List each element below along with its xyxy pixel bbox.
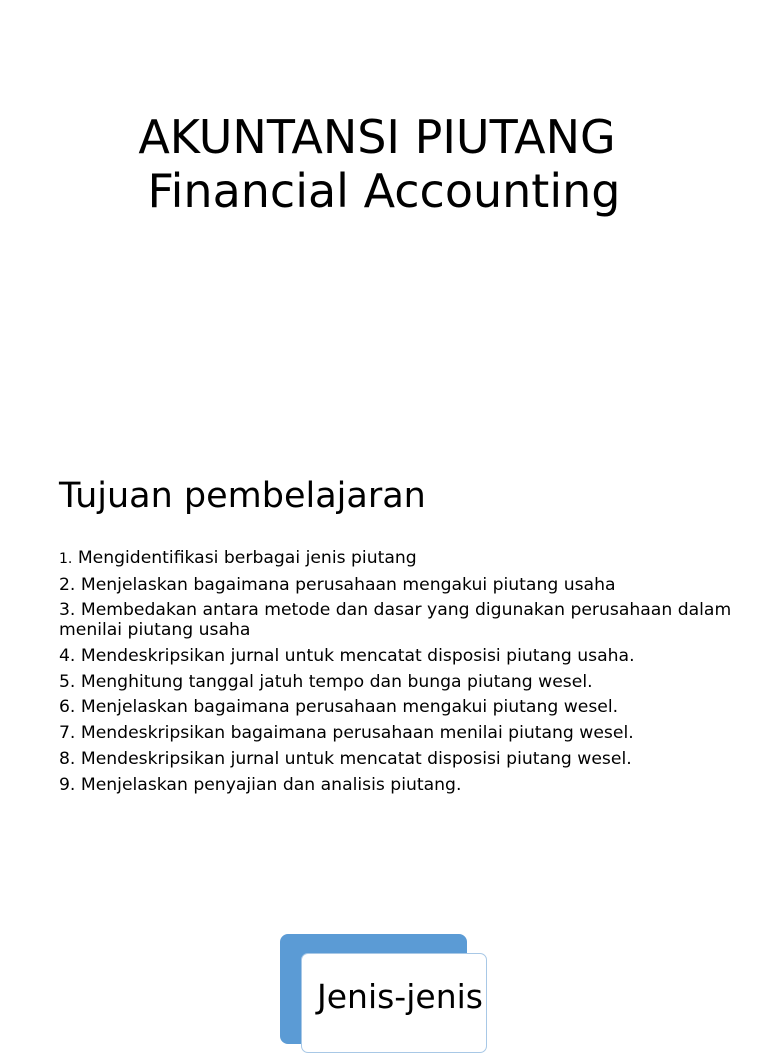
objective-text: Menghitung tanggal jatuh tempo dan bunga piutang wesel. [75, 671, 593, 692]
objectives-list [59, 548, 749, 800]
objective-number: 5. [59, 671, 76, 692]
objective-number: 2. [59, 574, 76, 595]
objective-text: Menjelaskan penyajian dan analisis piutang. [75, 774, 462, 795]
diagram-shape-front [301, 953, 487, 1053]
objective-item [59, 749, 749, 769]
objective-number: 8. [59, 748, 76, 769]
title-line-2: Financial Accounting [147, 164, 621, 218]
objective-text: Menjelaskan bagaimana perusahaan mengakui piutang usaha [75, 574, 616, 595]
objective-item [59, 672, 749, 692]
title-line-1: AKUNTANSI PIUTANG [138, 110, 616, 164]
objective-item [59, 723, 749, 743]
objective-number: 4. [59, 646, 76, 667]
objective-item [59, 600, 749, 640]
objectives-heading: Tujuan pembelajaran [59, 476, 426, 516]
objective-number: 7. [59, 723, 76, 744]
objective-item [59, 646, 749, 666]
objective-item [59, 548, 749, 569]
slide-title [0, 110, 768, 218]
objective-number: 3. [59, 600, 76, 621]
objective-text: Mendeskripsikan jurnal untuk mencatat disposisi piutang wesel. [75, 748, 632, 769]
diagram-label: Jenis-jenis [317, 977, 483, 1016]
diagram-fragment [280, 934, 490, 1024]
objective-text: Mendeskripsikan jurnal untuk mencatat disposisi piutang usaha. [75, 646, 635, 667]
objective-item [59, 775, 749, 795]
objective-text: Mengidentifikasi berbagai jenis piutang [72, 548, 417, 568]
objective-number: 9. [59, 774, 76, 795]
objective-text: Membedakan antara metode dan dasar yang digunakan perusahaan dalam menilai piutang usaha [59, 600, 732, 641]
objective-number: 6. [59, 697, 76, 718]
objective-text: Menjelaskan bagaimana perusahaan mengakui piutang wesel. [75, 697, 619, 718]
objective-item [59, 575, 749, 595]
objective-text: Mendeskripsikan bagaimana perusahaan menilai piutang wesel. [75, 723, 634, 744]
objective-number: 1. [59, 551, 73, 567]
objective-item [59, 697, 749, 717]
